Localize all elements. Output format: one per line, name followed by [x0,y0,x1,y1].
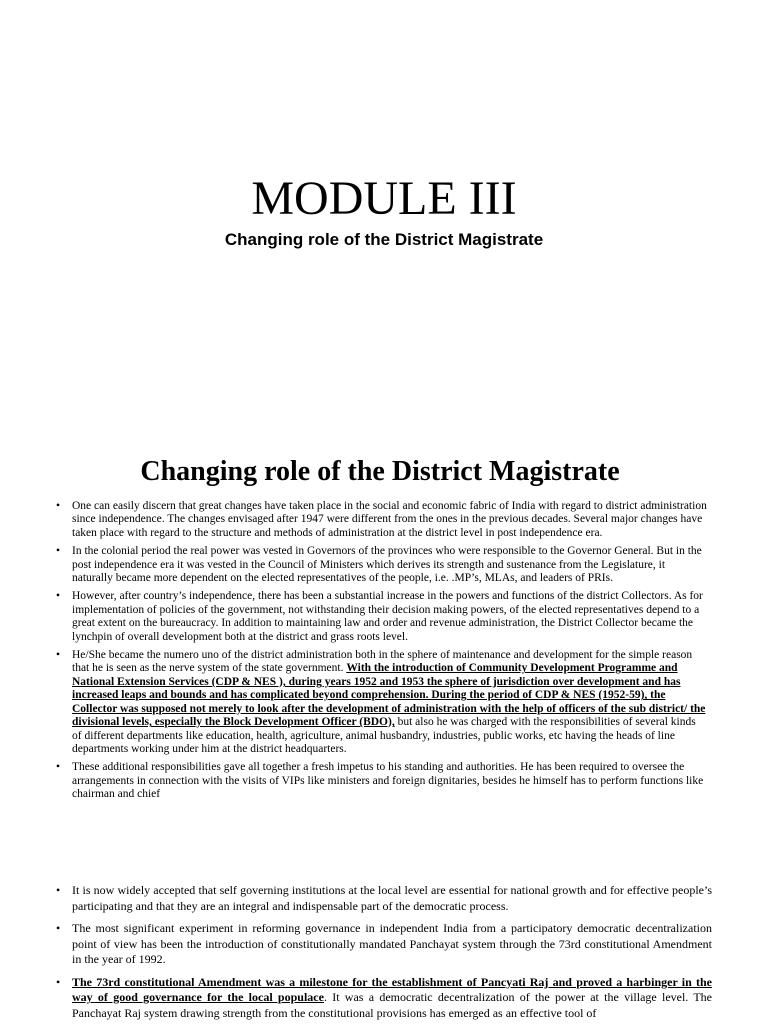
bullet-text: He/She became the numero uno of the district administration both in the sphere of maintenance and development for the simple reason that he is seen as the nerve system of the state government. [72,649,693,675]
content-slide-district-magistrate [0,430,768,856]
bullet-icon: • [56,761,61,774]
bullet-text: However, after country’s independence, there has been a substantial increase in the powers and functions of the district Collectors. As for implementation of policies of the government, not withstanding their decision making powers, of the elected representatives depend to a great extent on the bureaucracy. In addition to maintaining law and order and revenue administration, the District Collector became the lynchpin of overall development both at the district and grass roots level. [72,590,703,643]
bullet-text: One can easily discern that great changes have taken place in the social and economic fabric of India with regard to district administration since independence. The changes envisaged after 1947 were different from the ones in the previous decades. Several major changes have taken place with regard to the structure and methods of administration at the district level in post independence era. [72,500,707,539]
bullet-text: The most significant experiment in reforming governance in independent India from a participatory democratic decentralization point of view has been the introduction of constitutionally mandated Panchayat system through the 73rd constitutional Amendment in the year of 1992. [72,921,712,966]
bullet-list [56,883,712,1024]
slide-heading: Changing role of the District Magistrate [140,456,620,487]
bullet-text: In the colonial period the real power was vested in Governors of the provinces who were responsible to the Governor General. But in the post independence era it was vested in the Council of Ministers which derives its strength and sustenance from the Legislature, it naturally became more dependent on the elected representatives of the people, i.e. .MP’s, MLAs, and leaders of PRIs. [72,545,702,585]
bullet-text: These additional responsibilities gave all together a fresh impetus to his standing and authorities. He has been required to oversee the arrangements in connection with the visits of VIPs like ministers and foreign dignitaries, besides he himself has to perform functions like chairman and chief [72,761,704,801]
content-slide-panchayat [0,856,768,1024]
bullet-item [56,921,712,968]
module-title: MODULE III [251,172,517,225]
bullet-item [56,883,712,914]
bullet-icon: • [56,883,61,897]
title-slide [0,0,768,430]
bullet-item [56,590,708,644]
bullet-text: . It was a democratic decentralization of the power at the village level. The Panchayat Raj system drawing strength from the constitutional provisions has emerged as an effective tool of [72,990,713,1020]
module-subtitle: Changing role of the District Magistrate [224,230,544,249]
bullet-icon: • [56,921,61,935]
bullet-text: It is now widely accepted that self governing institutions at the local level are essential for national growth and for effective people’s participating and that they are an integral and indispensable part of the democratic process. [72,883,712,913]
bullet-text-emphasis: With the introduction of Community Development Programme and National Extension Services (CDP & NES ), during years 1952 and 1953 the sphere of jurisdiction over development and has increased leaps and bounds and has complicated beyond comprehension. During the period of CDP & NES (1952-59), the Collector was supposed not merely to look after the development of administration with the help of officers of the sub district/ the divisional levels, especially the Block Development Officer (BDO), [72,662,706,729]
bullet-item [56,761,708,801]
bullet-icon: • [56,545,61,558]
bullet-icon: • [56,500,61,512]
bullet-text: but also he was charged with the responsibilities of several kinds of different departments like education, health, agriculture, animal husbandry, industries, public works, etc having the heads of line departments working under him at the district headquarters. [72,716,696,755]
bullet-list [56,500,708,807]
bullet-text-emphasis: The 73rd constitutional Amendment was a milestone for the establishment of Pancyati Raj and proved a harbinger in the way of good governance for the local populace [72,974,712,1004]
bullet-item [56,649,708,756]
bullet-item [56,500,708,540]
bullet-icon: • [56,590,61,603]
bullet-icon: • [56,974,61,989]
bullet-item [56,975,712,1022]
bullet-item [56,545,708,585]
bullet-icon: • [56,649,61,662]
